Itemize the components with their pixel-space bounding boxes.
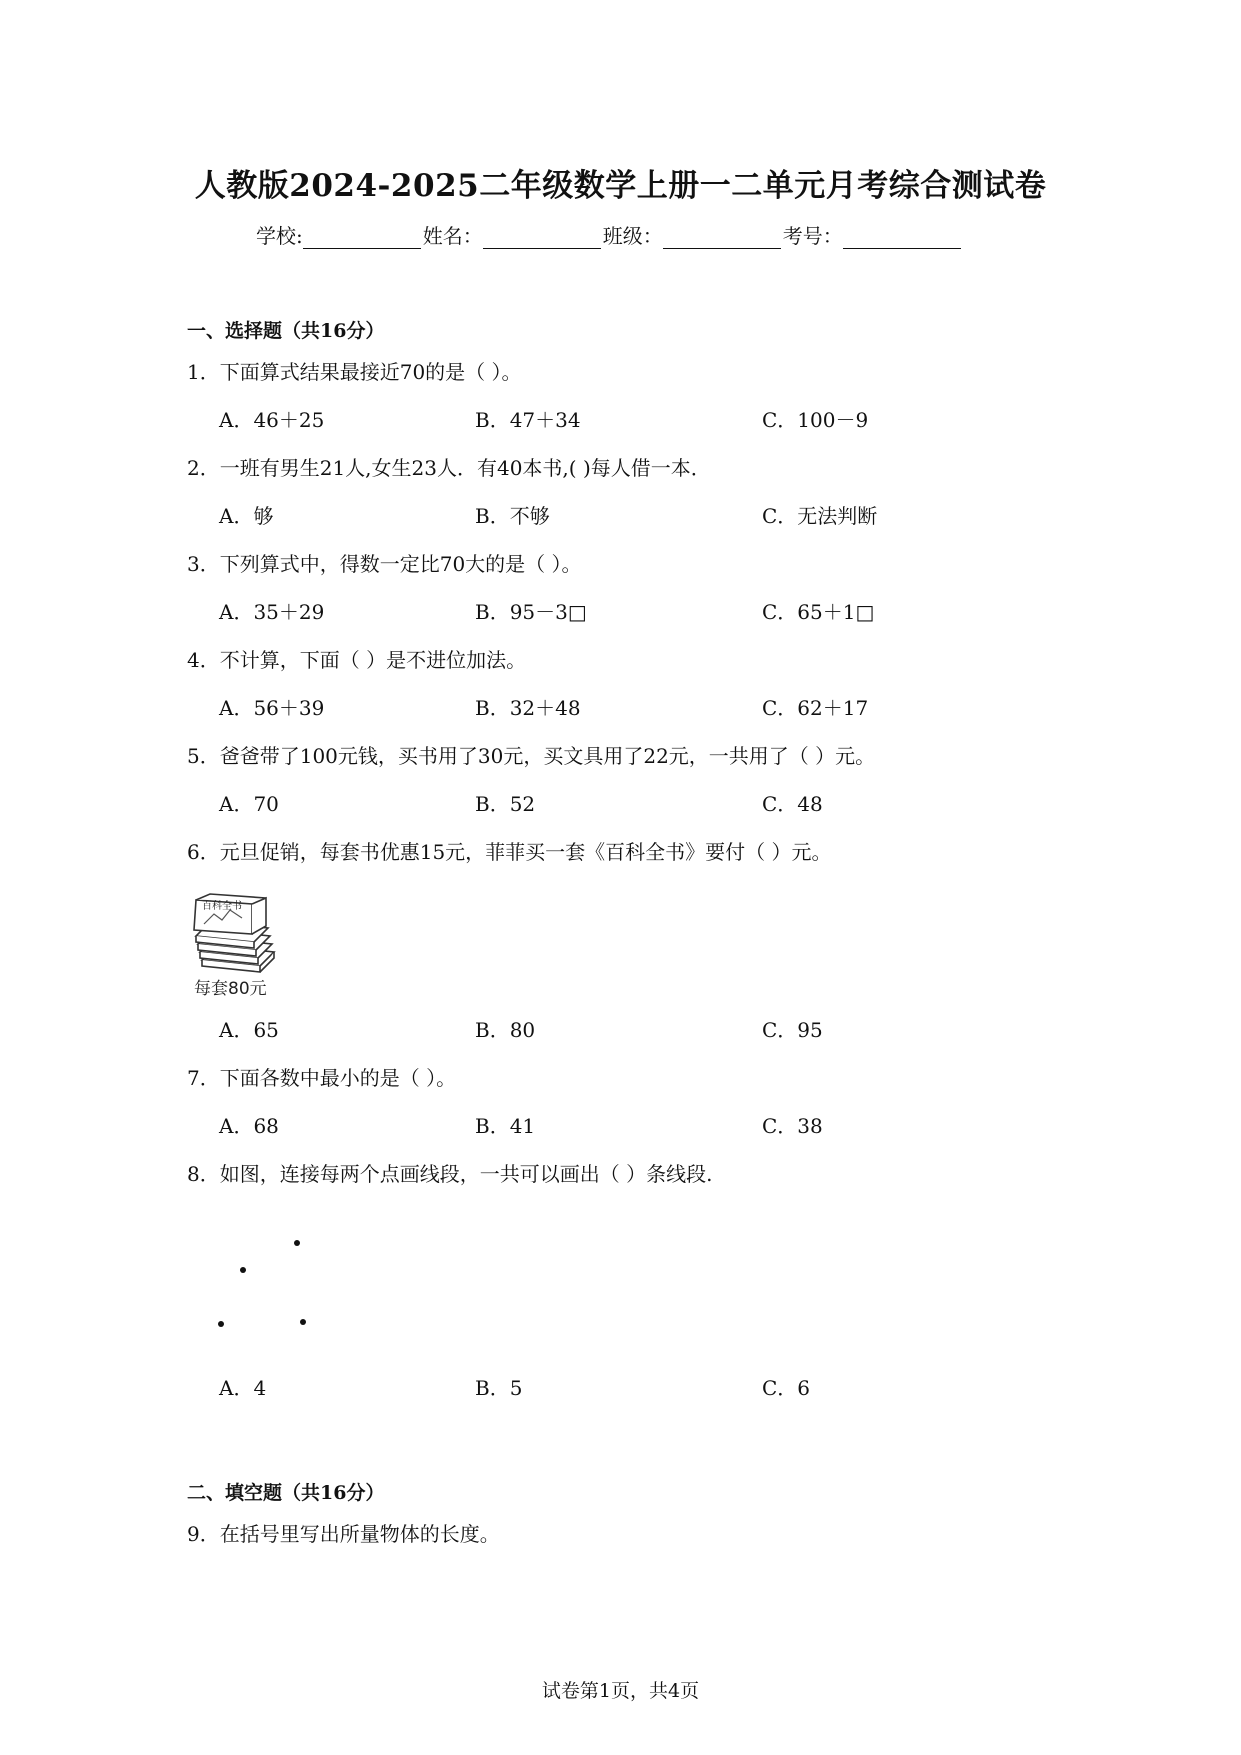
encyclopedia-books-image xyxy=(190,890,290,1000)
question-5: 5．爸爸带了100元钱，买书用了30元，买文具用了22元，一共用了（ ）元。 xyxy=(187,744,876,768)
question-2: 2．一班有男生21人,女生23人．有40本书,( )每人借一本． xyxy=(187,456,711,480)
option-b: B．不够 xyxy=(475,504,550,528)
option-b: B．47＋34 xyxy=(475,408,581,432)
school-blank xyxy=(303,226,421,249)
option-c: C．65＋1□ xyxy=(762,600,875,624)
option-c: C．100－9 xyxy=(762,408,869,432)
question-8-options xyxy=(219,1372,1119,1402)
question-7-options xyxy=(219,1110,1119,1140)
option-c: C．62＋17 xyxy=(762,696,869,720)
dot-top xyxy=(294,1240,300,1246)
question-4-options xyxy=(219,692,1119,722)
dot-bottom-left xyxy=(218,1321,224,1327)
dot-middle-left xyxy=(240,1267,246,1273)
id-label: 考号： xyxy=(782,224,843,248)
question-7: 7．下面各数中最小的是（ ）。 xyxy=(187,1066,457,1090)
school-label: 学校: xyxy=(256,224,303,248)
class-blank xyxy=(663,226,781,249)
option-a: A．70 xyxy=(219,792,279,816)
option-a: A．35＋29 xyxy=(219,600,325,624)
class-label: 班级： xyxy=(602,224,663,248)
name-blank xyxy=(483,226,601,249)
option-c: C．95 xyxy=(762,1018,823,1042)
question-4: 4．不计算，下面（ ）是不进位加法。 xyxy=(187,648,527,672)
option-b: B．52 xyxy=(475,792,536,816)
option-a: A．4 xyxy=(219,1376,267,1400)
section-heading-choice: 一、选择题（共16分） xyxy=(187,320,385,342)
name-label: 姓名： xyxy=(422,224,483,248)
option-b: B．80 xyxy=(475,1018,536,1042)
question-1-options xyxy=(219,404,1119,434)
option-b: B．41 xyxy=(475,1114,536,1138)
book-cover-text: 百科全书 xyxy=(202,901,242,912)
question-9: 9．在括号里写出所量物体的长度。 xyxy=(187,1522,500,1546)
question-3-options xyxy=(219,596,1119,626)
four-dots-figure xyxy=(190,1230,340,1340)
exam-title: 人教版2024-2025二年级数学上册一二单元月考综合测试卷 xyxy=(194,168,1047,204)
option-a: A．65 xyxy=(219,1018,279,1042)
option-c: C．无法判断 xyxy=(762,504,878,528)
option-c: C．6 xyxy=(762,1376,811,1400)
question-6: 6．元旦促销，每套书优惠15元，菲菲买一套《百科全书》要付（ ）元。 xyxy=(187,840,832,864)
question-8: 8．如图，连接每两个点画线段，一共可以画出（ ）条线段. xyxy=(187,1162,713,1186)
option-a: A．够 xyxy=(219,504,274,528)
option-a: A．56＋39 xyxy=(219,696,325,720)
id-blank xyxy=(843,226,961,249)
dot-bottom-right xyxy=(300,1319,306,1325)
question-2-options xyxy=(219,500,1119,530)
book-price-label: 每套80元 xyxy=(194,979,267,999)
page-footer: 试卷第1页，共4页 xyxy=(541,1680,700,1702)
option-b: B．5 xyxy=(475,1376,523,1400)
option-b: B．32＋48 xyxy=(475,696,581,720)
student-info-row xyxy=(256,220,963,249)
question-5-options xyxy=(219,788,1119,818)
section-heading-fill-blank: 二、填空题（共16分） xyxy=(187,1482,385,1504)
option-b: B．95－3□ xyxy=(475,600,587,624)
option-a: A．68 xyxy=(219,1114,279,1138)
question-1: 1．下面算式结果最接近70的是（ ）。 xyxy=(187,360,522,384)
option-c: C．38 xyxy=(762,1114,823,1138)
option-a: A．46＋25 xyxy=(219,408,325,432)
question-6-options xyxy=(219,1014,1119,1044)
option-c: C．48 xyxy=(762,792,823,816)
question-3: 3．下列算式中，得数一定比70大的是（ ）。 xyxy=(187,552,582,576)
